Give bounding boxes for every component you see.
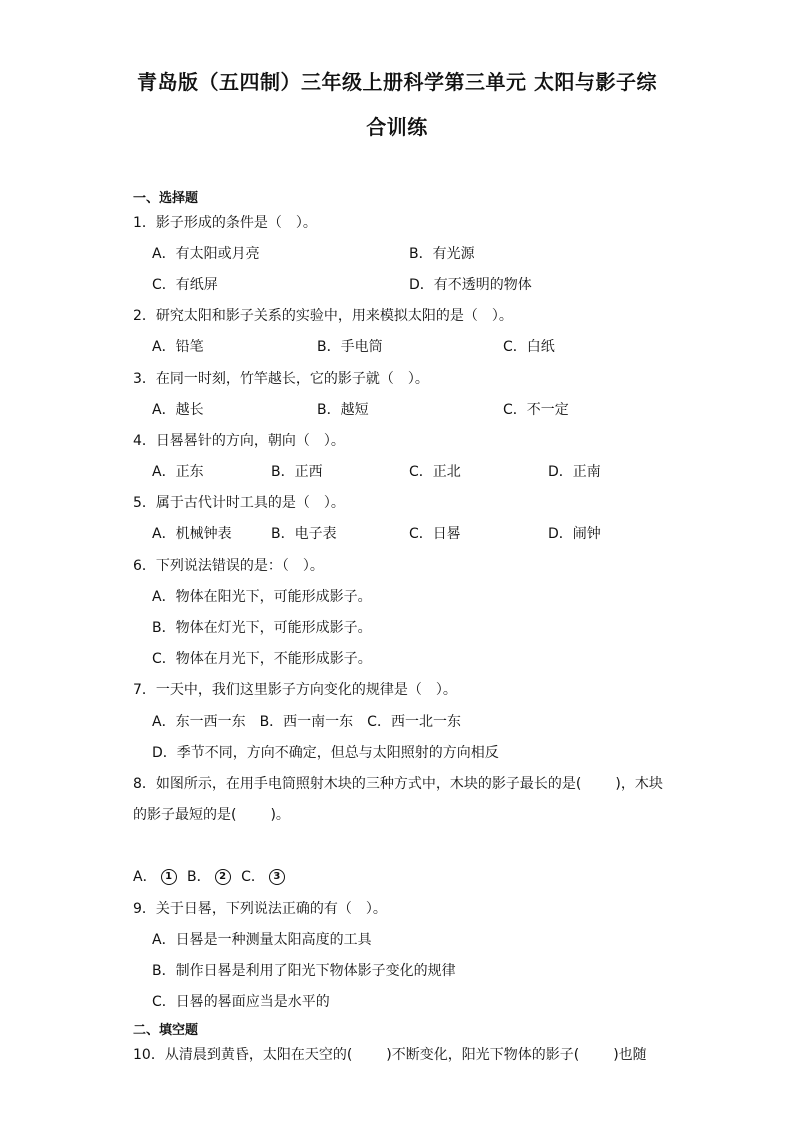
page-title-line2: 合训练 <box>366 115 428 139</box>
section-heading-choice: 一、选择题 <box>133 191 199 206</box>
question-8-option-b-label: B． <box>187 869 211 885</box>
question-7-options-abc: A．东一西一东 B．西一南一东 C．西一北一东 <box>152 714 461 730</box>
question-1-stem: 1．影子形成的条件是（ ）。 <box>133 215 317 231</box>
question-4-stem: 4．日晷晷针的方向，朝向（ ）。 <box>133 433 345 449</box>
question-8-stem-line2 <box>133 804 290 824</box>
circled-number-3: 3 <box>269 869 285 885</box>
question-5-option-d: D．闹钟 <box>548 526 601 542</box>
question-2-stem: 2．研究太阳和影子关系的实验中，用来模拟太阳的是（ ）。 <box>133 308 513 324</box>
question-8-stem-line1 <box>133 773 663 793</box>
circled-number-2: 2 <box>215 869 231 885</box>
question-6-option-c: C．物体在月光下，不能形成影子。 <box>152 651 372 667</box>
question-4-option-c: C．正北 <box>409 464 461 480</box>
circled-number-1: 1 <box>161 869 177 885</box>
question-3-option-c: C．不一定 <box>503 402 569 418</box>
question-10-part2: )不断变化，阳光下物体的影子( <box>386 1047 580 1063</box>
question-9-option-b: B．制作日晷是利用了阳光下物体影子变化的规律 <box>152 963 456 979</box>
question-10-part3: )也随 <box>613 1047 647 1063</box>
question-1-option-c: C．有纸屏 <box>152 277 218 293</box>
question-9-option-c: C．日晷的晷面应当是水平的 <box>152 994 330 1010</box>
question-10-stem <box>133 1044 647 1064</box>
question-4-option-a: A．正东 <box>152 464 204 480</box>
question-3-stem: 3．在同一时刻，竹竿越长，它的影子就（ ）。 <box>133 371 429 387</box>
page-title-line1: 青岛版（五四制）三年级上册科学第三单元 太阳与影子综 <box>137 70 657 94</box>
question-2-option-c: C．白纸 <box>503 339 555 355</box>
question-5-option-b: B．电子表 <box>271 526 337 542</box>
question-4-option-d: D．正南 <box>548 464 601 480</box>
question-1-option-d: D．有不透明的物体 <box>409 277 532 293</box>
question-7-stem: 7．一天中，我们这里影子方向变化的规律是（ ）。 <box>133 682 457 698</box>
question-8-stem-part1: 8．如图所示，在用手电筒照射木块的三种方式中，木块的影子最长的是( <box>133 776 582 792</box>
question-6-stem: 6．下列说法错误的是：（ ）。 <box>133 558 324 574</box>
question-2-option-a: A．铅笔 <box>152 339 204 355</box>
question-4-option-b: B．正西 <box>271 464 323 480</box>
question-2-option-b: B．手电筒 <box>317 339 383 355</box>
question-3-option-b: B．越短 <box>317 402 369 418</box>
question-9-stem: 9．关于日晷，下列说法正确的有（ ）。 <box>133 901 387 917</box>
question-8-line2-part2: )。 <box>270 807 290 823</box>
question-9-option-a: A．日晷是一种测量太阳高度的工具 <box>152 932 372 948</box>
question-6-option-b: B．物体在灯光下，可能形成影子。 <box>152 620 372 636</box>
question-8-options <box>133 866 285 886</box>
question-5-option-a: A．机械钟表 <box>152 526 232 542</box>
question-8-option-c-label: C． <box>241 869 265 885</box>
question-5-option-c: C．日晷 <box>409 526 461 542</box>
question-5-stem: 5．属于古代计时工具的是（ ）。 <box>133 495 345 511</box>
question-8-stem-part2: )，木块 <box>615 776 663 792</box>
question-1-option-b: B．有光源 <box>409 246 475 262</box>
question-8-line2-part1: 的影子最短的是( <box>133 807 237 823</box>
question-3-option-a: A．越长 <box>152 402 204 418</box>
question-7-option-d: D．季节不同，方向不确定，但总与太阳照射的方向相反 <box>152 745 499 761</box>
question-1-option-a: A．有太阳或月亮 <box>152 246 260 262</box>
section-heading-fill: 二、填空题 <box>133 1023 199 1038</box>
question-6-option-a: A．物体在阳光下，可能形成影子。 <box>152 589 372 605</box>
question-8-option-a-label: A． <box>133 869 157 885</box>
question-10-part1: 10．从清晨到黄昏，太阳在天空的( <box>133 1047 353 1063</box>
